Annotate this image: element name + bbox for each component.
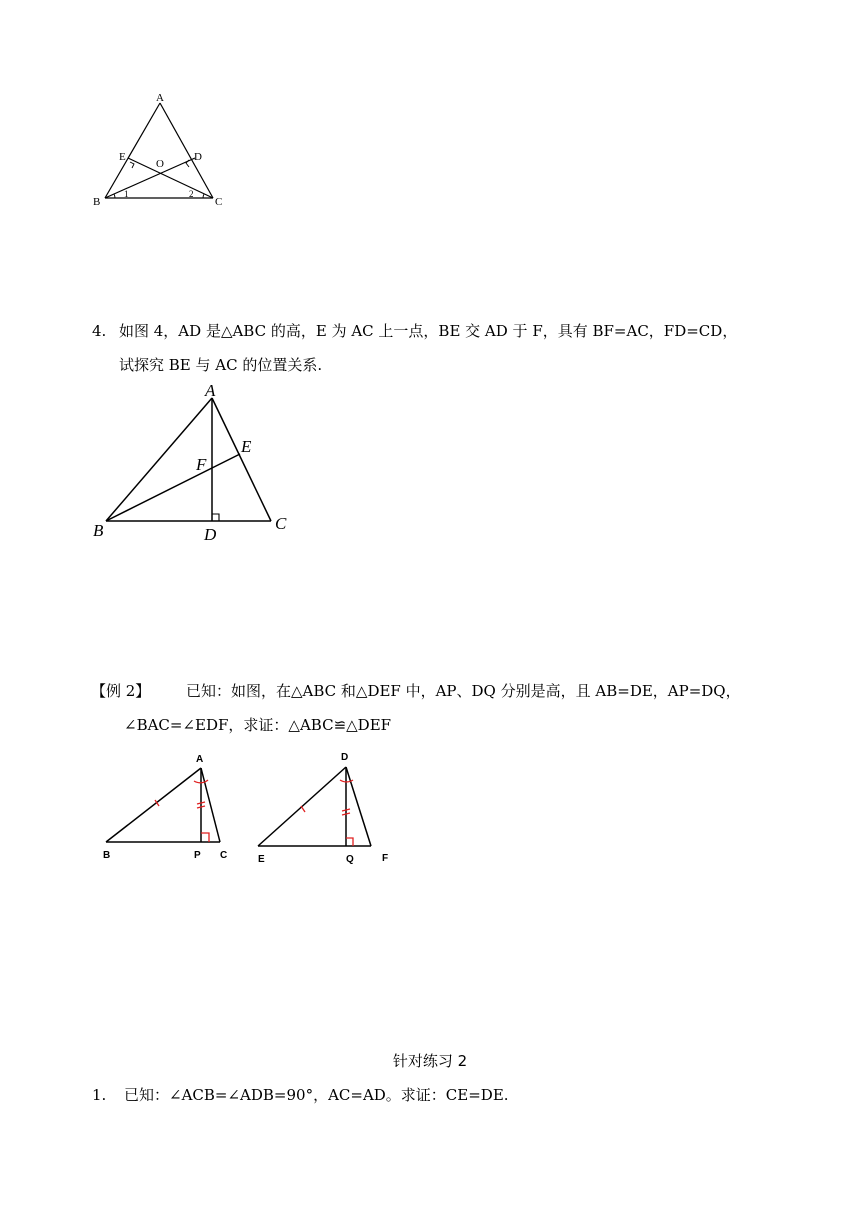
fig4-label-c: C	[275, 514, 287, 533]
fig1-label-2: 2	[189, 189, 194, 199]
example2-tag: 【例 2】	[91, 682, 151, 700]
fig1-label-e: E	[119, 151, 126, 163]
ex2-left-label-p: P	[194, 850, 201, 861]
fig4-label-f: F	[196, 455, 207, 474]
ex2-left-label-b: B	[103, 850, 111, 861]
practice2-item1-number: 1.	[92, 1086, 107, 1104]
example2-line2: ∠BAC=∠EDF，求证：△ABC≌△DEF	[124, 716, 392, 734]
problem4-line1: 如图 4，AD 是△ABC 的高，E 为 AC 上一点，BE 交 AD 于 F，具有 BF=AC，FD=CD，	[119, 322, 738, 340]
fig4-label-a: A	[205, 382, 216, 400]
ex2-right-label-f: F	[382, 853, 389, 864]
fig1-label-c: C	[215, 196, 223, 208]
ex2-left-label-a: A	[196, 754, 204, 765]
figure-triangle-altitudes	[85, 88, 235, 213]
problem4-number: 4.	[92, 322, 107, 340]
ex2-right-label-d: D	[341, 752, 349, 763]
problem4-line2: 试探究 BE 与 AC 的位置关系.	[119, 356, 323, 374]
figure-4-triangle	[88, 382, 298, 547]
ex2-right-label-e: E	[258, 854, 265, 865]
fig1-label-b: B	[93, 196, 101, 208]
fig4-label-b: B	[93, 521, 104, 540]
example2-figure-def	[252, 745, 402, 870]
fig1-label-1: 1	[124, 189, 129, 199]
fig1-label-a: A	[156, 92, 164, 104]
fig4-label-e: E	[241, 437, 252, 456]
ex2-right-label-q: Q	[346, 854, 354, 865]
ex2-left-label-c: C	[220, 850, 228, 861]
practice2-title: 针对练习 2	[392, 1052, 468, 1070]
example2-line1: 已知：如图，在△ABC 和△DEF 中，AP、DQ 分别是高，且 AB=DE，AP=DQ，	[186, 682, 741, 700]
fig4-label-d: D	[204, 525, 217, 544]
fig1-label-d: D	[194, 151, 202, 163]
fig1-label-o: O	[156, 158, 164, 170]
example2-figure-abc	[98, 748, 238, 868]
practice2-item1-text: 已知：∠ACB=∠ADB=90°，AC=AD。求证：CE=DE.	[124, 1086, 509, 1104]
